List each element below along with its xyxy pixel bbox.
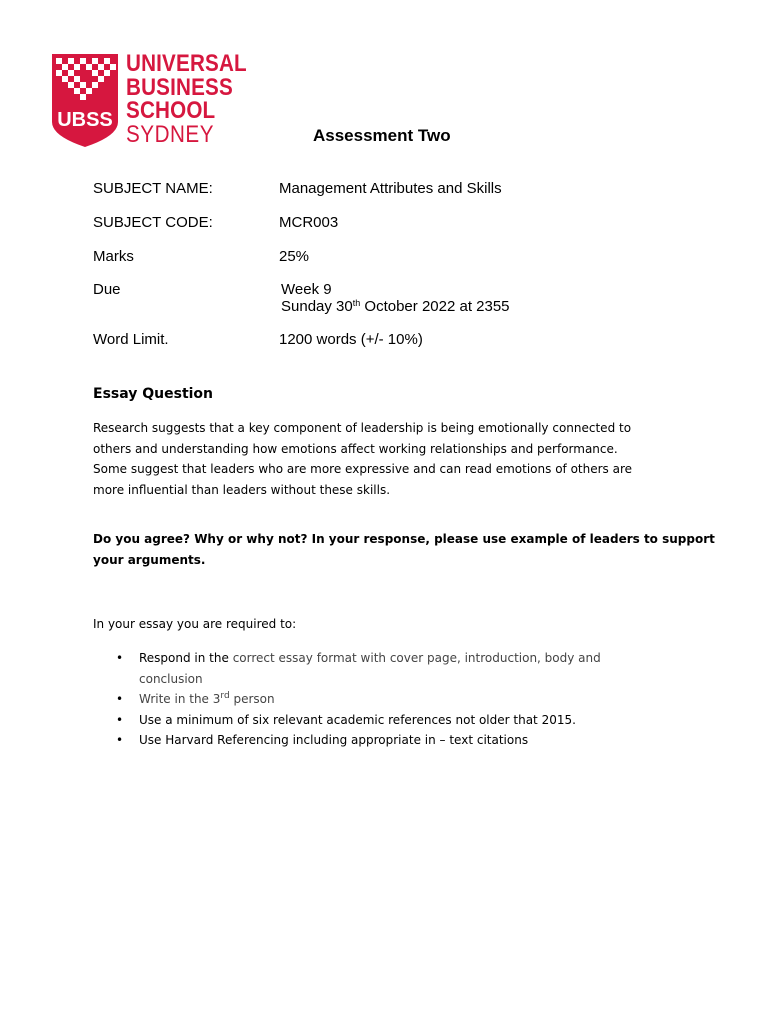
list-item <box>93 689 693 710</box>
paragraph-line: others and understanding how emotions affect working relationships and performance. <box>93 441 618 456</box>
due-week: Week 9 <box>281 281 332 298</box>
bullet-icon: • <box>116 692 124 706</box>
requirements-intro: In your essay you are required to: <box>93 617 297 631</box>
due-label: Due <box>93 281 121 298</box>
list-item <box>93 730 693 751</box>
bullet1-c: conclusion <box>139 671 203 686</box>
page-title: Assessment Two <box>313 126 451 145</box>
bullet3: Use a minimum of six relevant academic references not older that 2015. <box>139 712 576 727</box>
bullet2-pre: Write in the 3 <box>139 692 221 706</box>
logo-wordmark <box>126 52 247 146</box>
subject-code-label: SUBJECT CODE: <box>93 214 213 231</box>
due-date-sup: th <box>352 298 361 308</box>
subject-code-value: MCR003 <box>279 214 339 231</box>
bullet-icon: • <box>116 733 124 747</box>
logo-line-universal: UNIVERSAL <box>126 50 247 77</box>
bullet2-post: person <box>229 692 275 706</box>
due-date <box>281 298 510 315</box>
ubss-shield-icon <box>50 50 120 148</box>
paragraph-line: more influential than leaders without these skills. <box>93 482 391 497</box>
paragraph-line: Research suggests that a key component of leadership is being emotionally connected to <box>93 421 632 435</box>
list-item <box>93 710 693 731</box>
paragraph-line: Some suggest that leaders who are more expressive and can read emotions of others are <box>93 462 633 476</box>
ubss-logo <box>50 50 250 150</box>
word-limit-value: 1200 words (+/- 10%) <box>279 331 423 348</box>
requirements-list <box>93 648 693 751</box>
question-line: Do you agree? Why or why not? In your response, please use example of leaders to support <box>93 532 715 546</box>
list-item <box>93 648 693 689</box>
bullet2-sup: rd <box>220 691 230 701</box>
essay-paragraph <box>93 418 693 500</box>
bullet1-a: Respond in the <box>139 651 233 665</box>
logo-line-school: SCHOOL <box>126 97 216 124</box>
logo-line-business: BUSINESS <box>126 73 233 101</box>
question-line: your arguments. <box>93 552 206 567</box>
word-limit-label: Word Limit. <box>93 331 169 348</box>
marks-label: Marks <box>93 248 134 265</box>
essay-question <box>93 529 715 570</box>
subject-name-value: Management Attributes and Skills <box>279 180 502 197</box>
bullet1-b: correct essay format with cover page, introduction, body and <box>232 651 601 665</box>
essay-heading: Essay Question <box>93 386 214 402</box>
due-date-post: October 2022 at 2355 <box>360 298 510 315</box>
bullet-icon: • <box>116 651 124 665</box>
logo-badge-text: UBSS <box>57 109 113 131</box>
marks-value: 25% <box>279 248 310 265</box>
subject-name-label: SUBJECT NAME: <box>93 180 213 197</box>
due-date-pre: Sunday 30 <box>281 298 353 315</box>
bullet-icon: • <box>116 712 124 727</box>
bullet4: Use Harvard Referencing including appropriate in – text citations <box>139 733 529 747</box>
logo-line-sydney: SYDNEY <box>126 120 214 148</box>
